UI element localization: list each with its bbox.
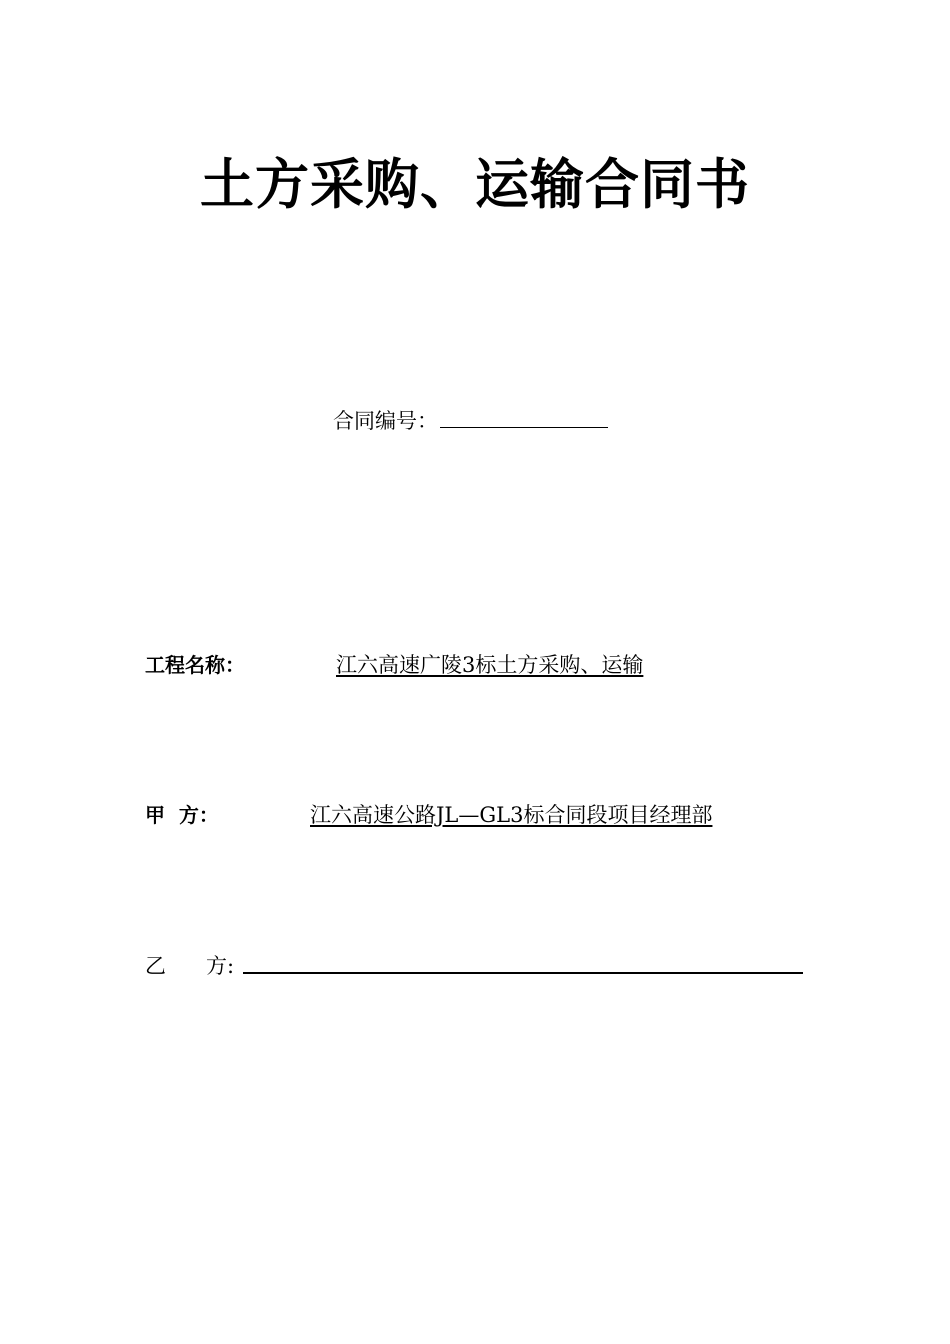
contract-number-blank: [440, 405, 608, 428]
contract-number-line: [333, 405, 608, 436]
party-a-value: 江六高速公路JL—GL3标合同段项目经理部: [310, 803, 713, 827]
party-a-label: 甲 方：: [145, 803, 219, 827]
contract-number-label: 合同编号：: [333, 409, 438, 433]
project-name-value: 江六高速广陵3标土方采购、运输: [336, 653, 644, 677]
party-b-label: 乙 方:: [145, 954, 235, 978]
project-name-label: 工程名称：: [145, 653, 245, 677]
document-title: 土方采购、运输合同书: [200, 153, 750, 216]
party-b-blank: [243, 972, 803, 974]
